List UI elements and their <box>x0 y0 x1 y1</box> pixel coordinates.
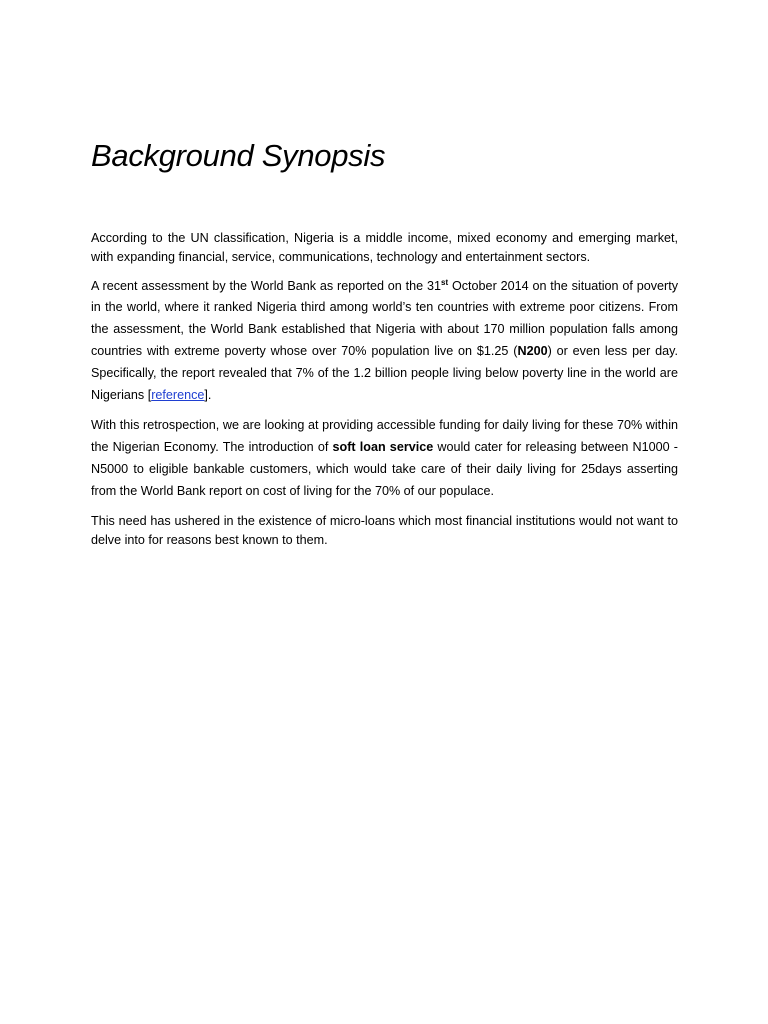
bold-amount: N200 <box>517 343 548 358</box>
paragraph-un-classification: According to the UN classification, Nigeria is a middle income, mixed economy and emerging market, with expanding financial, service, communications, technology and entertainment sectors. <box>91 231 678 265</box>
ordinal-suffix: st <box>441 277 449 287</box>
paragraph-micro-loans: This need has ushered in the existence of micro-loans which most financial institutions would not want to delve into for reasons best known to them. <box>91 513 678 547</box>
page-title: Background Synopsis <box>91 138 386 173</box>
paragraph-text: October 2014 on the situation of poverty in the world, where it ranked Nigeria third among world’s ten countries with extreme poor citizens. From the assessment, the World Bank established that Nigeria with about 170 million population falls among countries with extreme poverty whose over 70% population live on $1.25 ( <box>91 278 679 358</box>
paragraph-text: With this retrospection, we are looking at providing accessible funding for daily living for these 70% within the Nigerian Economy. The introduction of <box>91 418 678 455</box>
paragraph-text: A recent assessment by the World Bank as reported on the 31 <box>91 278 441 293</box>
paragraph-text: ]. <box>204 387 212 402</box>
paragraph-world-bank-assessment <box>91 276 678 407</box>
paragraph-text: would cater for releasing between N1000 - N5000 to eligible bankable customers, which would take care of their daily living for 25days asserting from the World Bank report on cost of living for the 70% of our populace. <box>91 440 678 498</box>
body-text <box>91 229 678 550</box>
reference-link[interactable]: reference <box>151 387 205 402</box>
paragraph-retrospection <box>91 415 678 502</box>
paragraph-text: ) or even less per day. Specifically, the report revealed that 7% of the 1.2 billion people living below poverty line in the world are Nigerians [ <box>91 343 678 402</box>
bold-soft-loan-service: soft loan service <box>332 440 434 455</box>
